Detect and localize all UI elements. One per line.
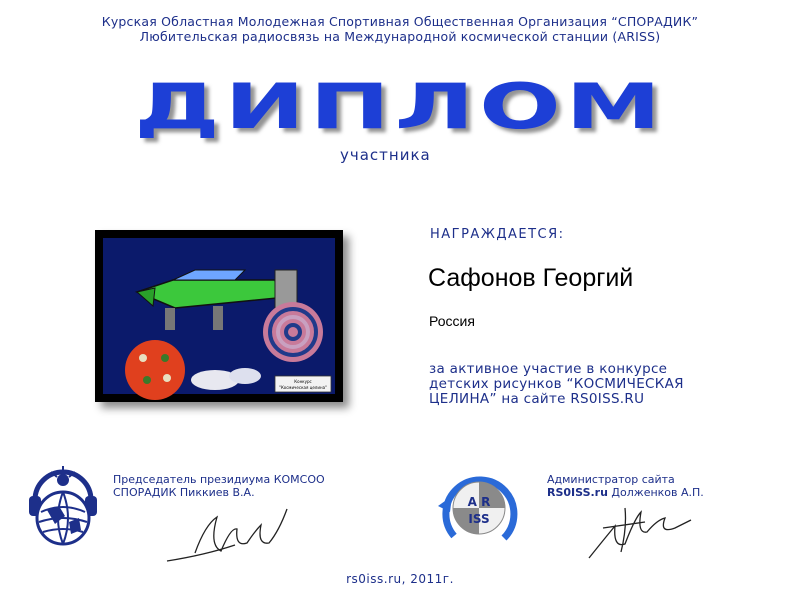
- chair-title: Председатель президиума КОМСОО: [113, 473, 325, 486]
- recipient-name: Сафонов Георгий: [428, 264, 634, 292]
- organization-header: [0, 14, 800, 44]
- award-reason-line: детских рисунков “КОСМИЧЕСКАЯ: [429, 376, 684, 392]
- ariss-logo-letters-bottom: ISS: [468, 512, 490, 526]
- drawing-caption-line2: "Космическая целина": [279, 385, 327, 390]
- award-reason-line: за активное участие в конкурсе: [429, 361, 668, 377]
- award-reason-line: ЦЕЛИНА” на сайте RS0ISS.RU: [429, 391, 645, 407]
- sporadik-globe-logo: [25, 462, 101, 554]
- admin-site: RS0ISS.ru: [547, 486, 608, 499]
- ariss-logo-letters-top: A R: [467, 495, 491, 509]
- diploma-title: ДИПЛОМ: [134, 70, 666, 143]
- chair-signatory: [113, 473, 325, 499]
- chair-signature: [165, 505, 305, 567]
- admin-person: Долженков А.П.: [607, 486, 704, 499]
- recipient-country: Россия: [429, 313, 475, 329]
- admin-signatory: [547, 473, 704, 499]
- child-drawing: [95, 230, 343, 402]
- space-drawing-image: [95, 230, 343, 402]
- admin-title: Администратор сайта: [547, 473, 675, 486]
- awarded-label: НАГРАЖДАЕТСЯ:: [430, 227, 565, 242]
- ariss-logo: [434, 466, 524, 550]
- organization-subtitle: Любительская радиосвязь на Международной космической станции (ARISS): [139, 29, 661, 44]
- drawing-caption-line1: Конкурс: [294, 379, 312, 384]
- footer-text: rs0iss.ru, 2011г.: [346, 572, 454, 586]
- organization-name: Курская Областная Молодежная Спортивная Общественная Организация “СПОРАДИК”: [101, 14, 699, 29]
- award-reason: [429, 362, 684, 407]
- admin-signature: [585, 498, 695, 564]
- chair-name: СПОРАДИК Пиккиев В.А.: [113, 486, 255, 499]
- diploma-subtitle: участника: [340, 146, 431, 164]
